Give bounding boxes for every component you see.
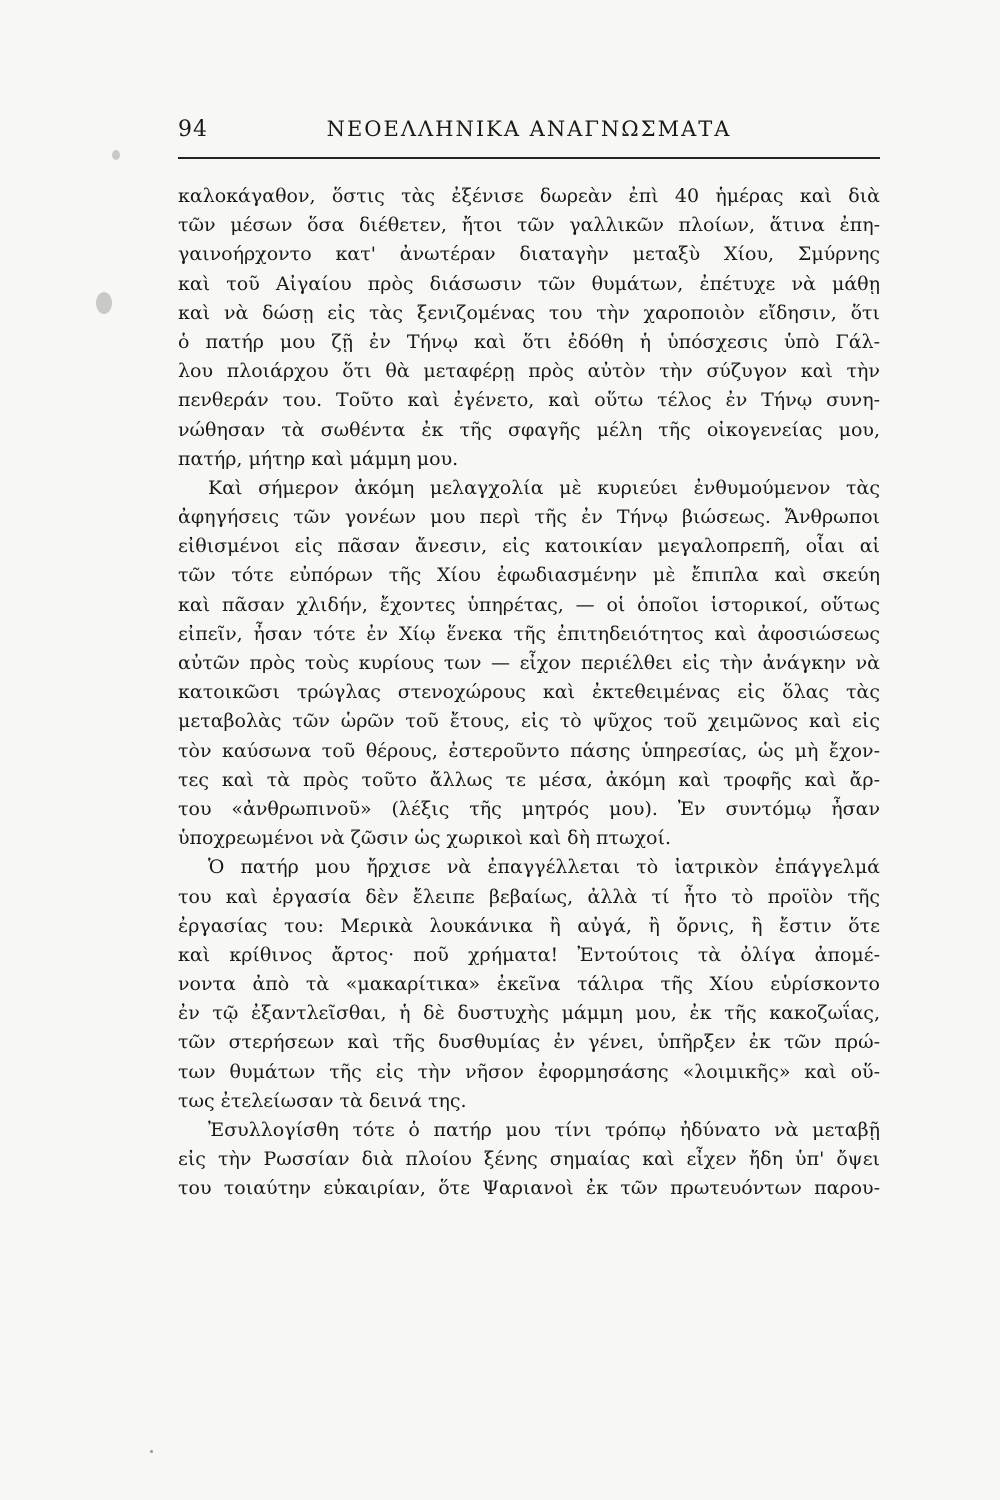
- paper-speck: [112, 150, 120, 160]
- body-text: [178, 182, 880, 1204]
- text-line: του καὶ ἐργασία δὲν ἔλειπε βεβαίως, ἀλλὰ τί ἦτο τὸ προϊὸν τῆς: [178, 885, 880, 908]
- page-number: 94: [178, 117, 208, 142]
- text-line: εἰπεῖν, ἦσαν τότε ἐν Χίῳ ἕνεκα τῆς ἐπιτηδειότητος καὶ ἀφοσιώσεως: [178, 622, 880, 645]
- page-header: [178, 117, 880, 157]
- text-line: ὑποχρεωμένοι νὰ ζῶσιν ὡς χωρικοὶ καὶ δὴ πτωχοί.: [178, 827, 671, 850]
- text-line: πατήρ, μήτηρ καὶ μάμμη μου.: [178, 447, 459, 470]
- text-line: Ἐσυλλογίσθη τότε ὁ πατήρ μου τίνι τρόπῳ ἠδύνατο νὰ μεταβῇ: [208, 1119, 880, 1141]
- text-line: Ὁ πατήρ μου ἤρχισε νὰ ἐπαγγέλλεται τὸ ἰατρικὸν ἐπάγγελμά: [208, 856, 880, 879]
- text-line: τῶν μέσων ὅσα διέθετεν, ἤτοι τῶν γαλλικῶν πλοίων, ἅτινα ἐπη-: [178, 214, 880, 237]
- running-head: ΝΕΟΕΛΛΗΝΙΚΑ ΑΝΑΓΝΩΣΜΑΤΑ: [326, 117, 732, 141]
- text-line: εἰθισμένοι εἰς πᾶσαν ἄνεσιν, εἰς κατοικίαν μεγαλοπρεπῆ, οἷαι αἱ: [178, 535, 880, 558]
- text-line: καλοκάγαθον, ὅστις τὰς ἐξένισε δωρεὰν ἐπὶ 40 ἡμέρας καὶ διὰ: [178, 185, 880, 207]
- text-line: νώθησαν τὰ σωθέντα ἐκ τῆς σφαγῆς μέλη τῆς οἰκογενείας μου,: [178, 418, 880, 441]
- text-line: καὶ νὰ δώσῃ εἰς τὰς ξενιζομένας του τὴν χαροποιὸν εἴδησιν, ὅτι: [178, 301, 880, 324]
- text-line: του τοιαύτην εὐκαιρίαν, ὅτε Ψαριανοὶ ἐκ τῶν πρωτευόντων παρου-: [178, 1177, 880, 1200]
- text-line: τῶν τότε εὐπόρων τῆς Χίου ἐφωδιασμένην μὲ ἔπιπλα καὶ σκεύη: [178, 564, 880, 587]
- text-line: ἐργασίας του: Μερικὰ λουκάνικα ἢ αὐγά, ἢ ὄρνις, ἢ ἔστιν ὅτε: [178, 914, 880, 937]
- text-line: ὁ πατήρ μου ζῇ ἐν Τήνῳ καὶ ὅτι ἐδόθη ἡ ὑπόσχεσις ὑπὸ Γάλ-: [178, 330, 880, 353]
- text-line: λου πλοιάρχου ὅτι θὰ μεταφέρῃ πρὸς αὐτὸν τὴν σύζυγον καὶ τὴν: [178, 360, 880, 383]
- text-line: τες καὶ τὰ πρὸς τοῦτο ἄλλως τε μέσα, ἀκόμη καὶ τροφῆς καὶ ἄρ-: [178, 768, 880, 791]
- text-line: ἀφηγήσεις τῶν γονέων μου περὶ τῆς ἐν Τήνῳ βιώσεως. Ἄνθρωποι: [178, 506, 880, 529]
- text-line: αὐτῶν πρὸς τοὺς κυρίους των — εἶχον περιέλθει εἰς τὴν ἀνάγκην νὰ: [178, 652, 880, 674]
- header-rule: [178, 157, 880, 159]
- text-line: τὸν καύσωνα τοῦ θέρους, ἐστεροῦντο πάσης ὑπηρεσίας, ὡς μὴ ἔχον-: [178, 739, 880, 762]
- text-line: γαινοήρχοντο κατ' ἀνωτέραν διαταγὴν μεταξὺ Χίου, Σμύρνης: [178, 243, 880, 266]
- text-line: τῶν στερήσεων καὶ τῆς δυσθυμίας ἐν γένει, ὑπῆρξεν ἐκ τῶν πρώ-: [178, 1031, 880, 1054]
- text-line: εἰς τὴν Ρωσσίαν διὰ πλοίου ξένης σημαίας καὶ εἶχεν ἤδη ὑπ' ὄψει: [178, 1148, 880, 1171]
- text-line: Καὶ σήμερον ἀκόμη μελαγχολία μὲ κυριεύει ἐνθυμούμενον τὰς: [208, 476, 880, 499]
- text-line: τως ἐτελείωσαν τὰ δεινά της.: [178, 1089, 467, 1112]
- text-line: καὶ τοῦ Αἰγαίου πρὸς διάσωσιν τῶν θυμάτων, ἐπέτυχε νὰ μάθῃ: [178, 272, 880, 295]
- text-line: πενθεράν του. Τοῦτο καὶ ἐγένετο, καὶ οὕτω τέλος ἐν Τήνῳ συνη-: [178, 389, 880, 412]
- paper-speck: [150, 1450, 153, 1453]
- text-line: μεταβολὰς τῶν ὡρῶν τοῦ ἔτους, εἰς τὸ ψῦχος τοῦ χειμῶνος καὶ εἰς: [178, 710, 880, 733]
- text-line: των θυμάτων τῆς εἰς τὴν νῆσον ἐφορμησάσης «λοιμικῆς» καὶ οὕ-: [178, 1060, 880, 1083]
- text-line: καὶ κρίθινος ἄρτος· ποῦ χρήματα! Ἐντούτοις τὰ ὀλίγα ἀπομέ-: [178, 943, 880, 966]
- text-line: ἐν τῷ ἐξαντλεῖσθαι, ἡ δὲ δυστυχὴς μάμμη μου, ἐκ τῆς κακοζωΐας,: [178, 1002, 880, 1025]
- text-line: καὶ πᾶσαν χλιδήν, ἔχοντες ὑπηρέτας, — οἱ ὁποῖοι ἱστορικοί, οὕτως: [178, 593, 880, 616]
- text-line: του «ἀνθρωπινοῦ» (λέξις τῆς μητρός μου). Ἐν συντόμῳ ἦσαν: [178, 797, 880, 820]
- paper-speck: [96, 292, 112, 314]
- text-line: κατοικῶσι τρώγλας στενοχώρους καὶ ἐκτεθειμένας εἰς ὅλας τὰς: [178, 681, 880, 704]
- text-line: νοντα ἀπὸ τὰ «μακαρίτικα» ἐκεῖνα τάλιρα τῆς Χίου εὑρίσκοντο: [178, 973, 880, 996]
